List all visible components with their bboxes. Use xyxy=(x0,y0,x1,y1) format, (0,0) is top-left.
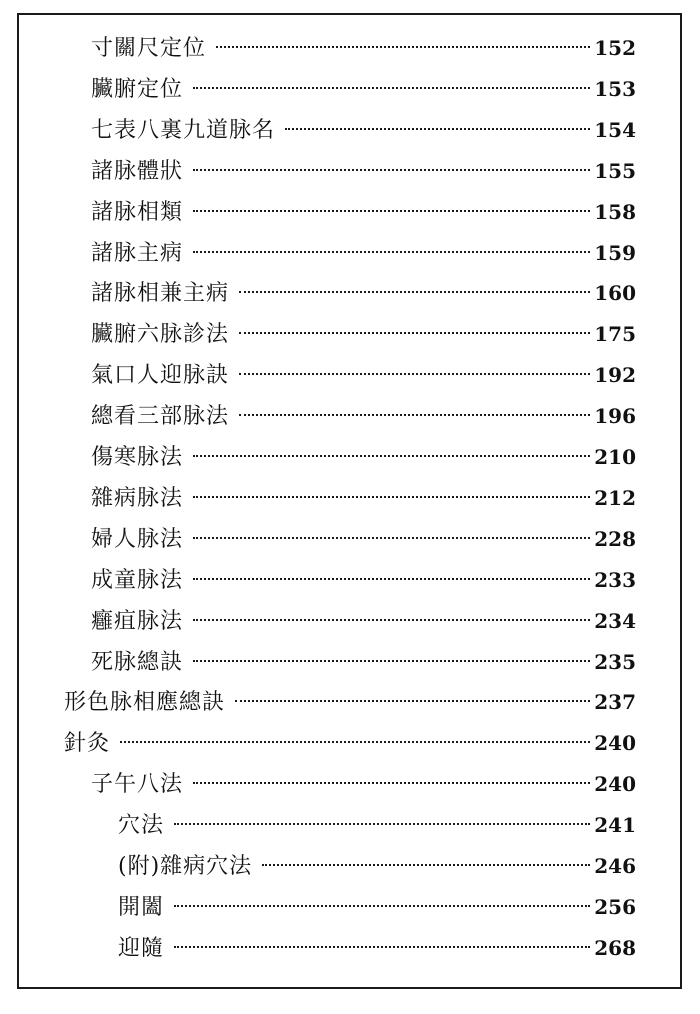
dot-leader xyxy=(193,210,590,212)
toc-entry-title: 雜病脉法 xyxy=(91,485,184,511)
toc-entry xyxy=(91,357,636,393)
toc-entry-title: (附)雜病穴法 xyxy=(118,854,253,879)
toc-entry-title: 臟腑六脉診法 xyxy=(91,322,230,348)
toc-entry-page-number: 155 xyxy=(594,158,636,183)
toc-entry-page-number: 233 xyxy=(594,567,636,592)
toc-entry xyxy=(91,316,636,352)
dot-leader xyxy=(285,128,590,130)
toc-entry xyxy=(91,275,636,311)
toc-entry-title: 癰疽脉法 xyxy=(91,608,184,634)
toc-entry xyxy=(91,766,636,802)
toc-entry-title: 總看三部脉法 xyxy=(91,404,230,430)
toc-entry-title: 死脉總訣 xyxy=(91,649,184,675)
toc-entry-page-number: 153 xyxy=(594,76,636,101)
dot-leader xyxy=(262,864,590,866)
toc-entry-title: 寸關尺定位 xyxy=(91,36,207,61)
dot-leader xyxy=(239,332,590,334)
dot-leader xyxy=(193,782,590,784)
toc-entry xyxy=(64,684,636,720)
toc-entry-title: 子午八法 xyxy=(91,772,184,798)
toc-entry xyxy=(118,807,636,843)
toc-entry-page-number: 241 xyxy=(594,813,636,838)
dot-leader xyxy=(174,823,590,825)
toc-entry-page-number: 268 xyxy=(594,935,636,960)
toc-entry xyxy=(91,562,636,598)
toc-entry-title: 氣口人迎脉訣 xyxy=(91,363,230,389)
toc-entry xyxy=(91,71,636,107)
dot-leader xyxy=(193,537,590,539)
toc-entry xyxy=(91,439,636,475)
toc-entry-page-number: 240 xyxy=(594,772,636,797)
dot-leader xyxy=(193,251,590,253)
dot-leader xyxy=(174,905,590,907)
toc-entry-title: 臟腑定位 xyxy=(91,76,184,102)
toc-entry-title: 傷寒脉法 xyxy=(91,445,184,470)
toc-entry-page-number: 159 xyxy=(594,240,636,265)
dot-leader xyxy=(193,169,590,171)
toc-entry-page-number: 160 xyxy=(594,281,636,306)
toc-entry-page-number: 196 xyxy=(594,404,636,429)
toc-entry-title: 形色脉相應總訣 xyxy=(64,690,226,716)
toc-entry-title: 開闔 xyxy=(118,894,165,920)
dot-leader xyxy=(193,87,590,89)
toc-entry-page-number: 235 xyxy=(594,649,636,674)
toc-entry xyxy=(91,30,636,66)
toc-entry-title: 針灸 xyxy=(64,731,111,757)
toc-entry-page-number: 237 xyxy=(594,690,636,715)
toc-entry-title: 穴法 xyxy=(118,813,165,839)
toc-entry xyxy=(64,725,636,761)
toc-entry-page-number: 256 xyxy=(594,894,636,919)
toc-entry-page-number: 175 xyxy=(594,322,636,347)
toc-entry-page-number: 210 xyxy=(594,445,636,469)
toc-entry xyxy=(91,480,636,516)
dot-leader xyxy=(193,578,590,580)
toc-entry xyxy=(91,644,636,680)
dot-leader xyxy=(193,660,590,662)
toc-entry-page-number: 240 xyxy=(594,731,636,756)
toc-entry xyxy=(118,848,636,884)
toc-entry xyxy=(91,112,636,148)
toc-entry-page-number: 152 xyxy=(594,36,636,60)
dot-leader xyxy=(174,946,590,948)
toc-entry xyxy=(91,153,636,189)
toc-entry xyxy=(91,603,636,639)
toc-entry xyxy=(118,889,636,925)
toc-entry-title: 婦人脉法 xyxy=(91,526,184,552)
toc-entry-title: 成童脉法 xyxy=(91,567,184,593)
dot-leader xyxy=(216,46,590,48)
toc-entry-page-number: 212 xyxy=(594,485,636,510)
toc-entry-page-number: 228 xyxy=(594,526,636,551)
dot-leader xyxy=(120,741,590,743)
toc-entry xyxy=(91,235,636,271)
dot-leader xyxy=(239,414,590,416)
toc-entry-page-number: 246 xyxy=(594,854,636,878)
toc-entry-title: 七表八裏九道脉名 xyxy=(91,117,276,143)
toc-entry-title: 諸脉相類 xyxy=(91,199,184,225)
dot-leader xyxy=(239,373,590,375)
toc-entry-title: 諸脉體狀 xyxy=(91,158,184,184)
dot-leader xyxy=(193,619,590,621)
toc-entry xyxy=(91,398,636,434)
toc-entry-title: 諸脉相兼主病 xyxy=(91,281,230,307)
toc-entry xyxy=(118,930,636,966)
toc-entry-page-number: 158 xyxy=(594,199,636,224)
dot-leader xyxy=(239,291,590,293)
toc-entry xyxy=(91,194,636,230)
dot-leader xyxy=(193,455,590,457)
toc-entry-title: 諸脉主病 xyxy=(91,240,184,266)
dot-leader xyxy=(193,496,590,498)
toc-entry-page-number: 154 xyxy=(594,117,636,142)
toc-entry-page-number: 192 xyxy=(594,363,636,388)
toc-entry-title: 迎隨 xyxy=(118,935,165,961)
dot-leader xyxy=(235,700,590,702)
toc-entry xyxy=(91,521,636,557)
toc-entry-page-number: 234 xyxy=(594,608,636,633)
